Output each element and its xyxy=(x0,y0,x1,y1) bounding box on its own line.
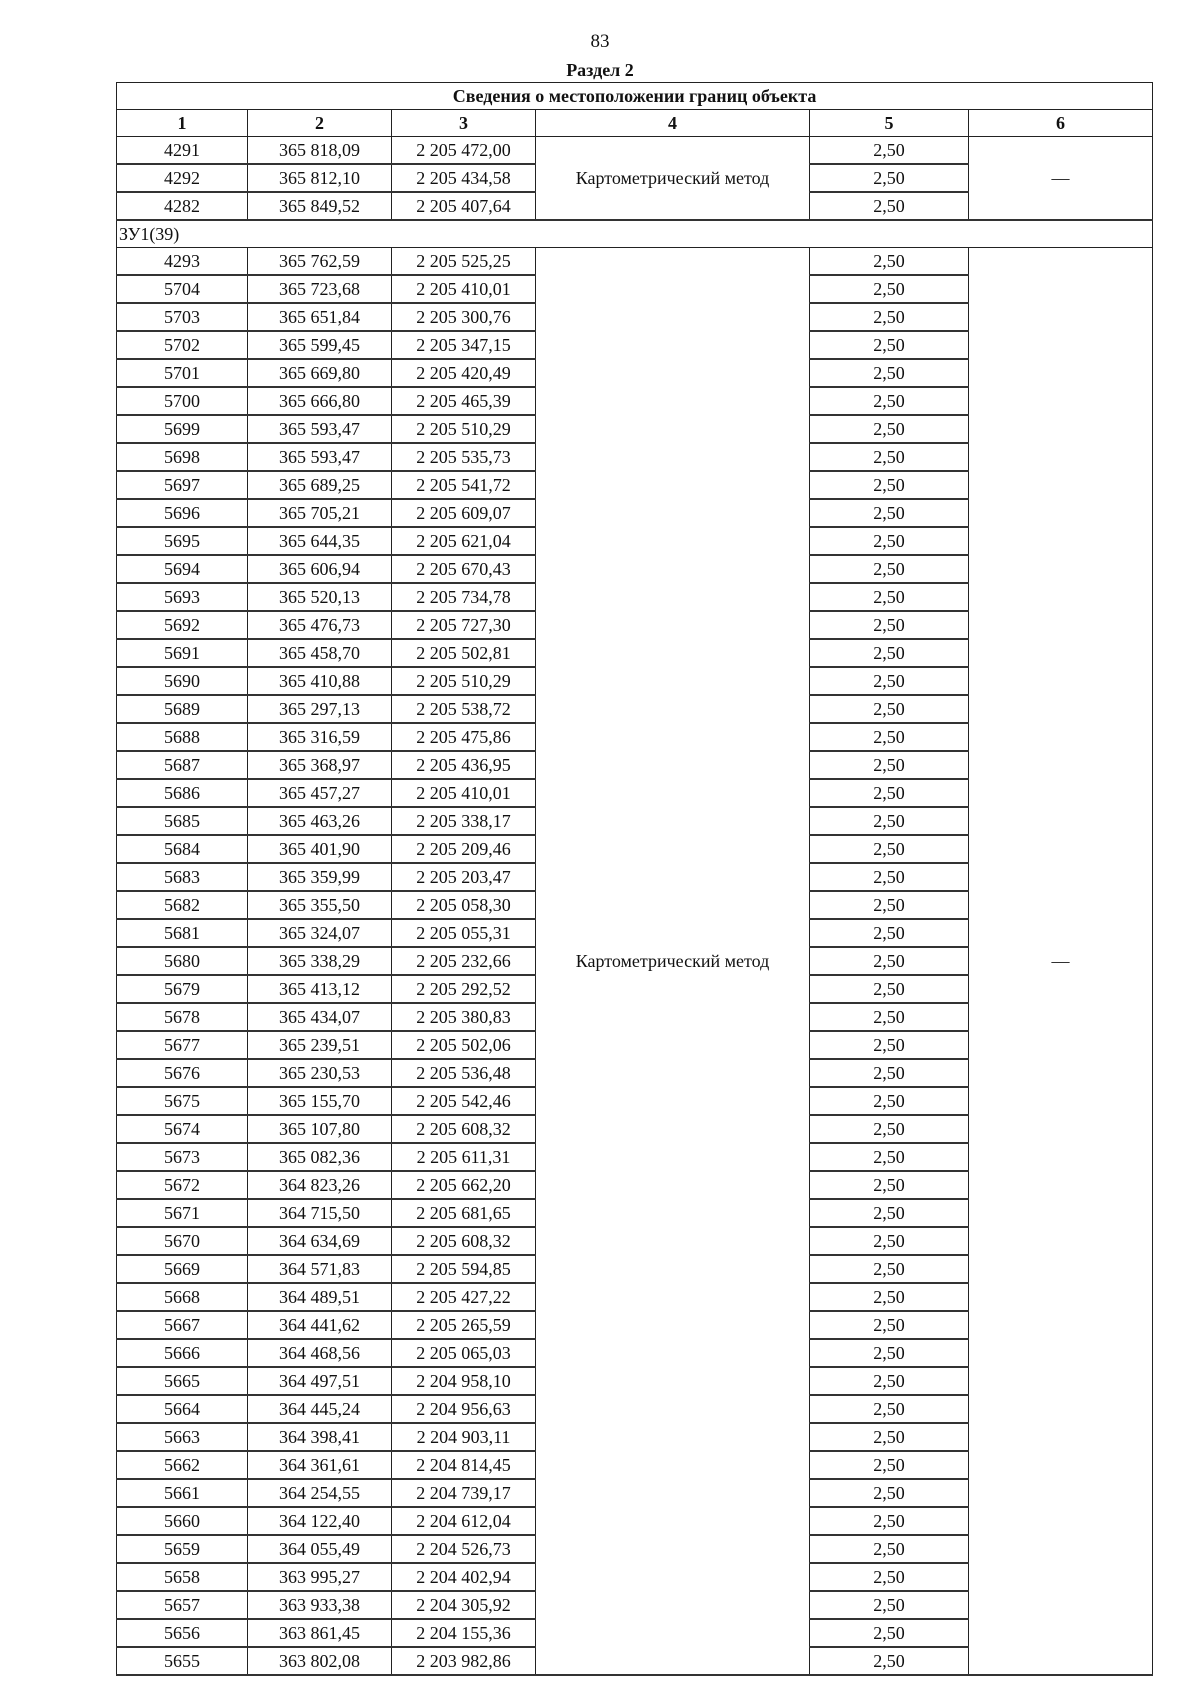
point-number: 5657 xyxy=(117,1591,248,1619)
coordinate-x: 365 458,70 xyxy=(248,639,392,667)
coordinate-x: 365 297,13 xyxy=(248,695,392,723)
coordinate-x: 365 324,07 xyxy=(248,919,392,947)
accuracy-value: 2,50 xyxy=(810,1171,969,1199)
accuracy-value: 2,50 xyxy=(810,583,969,611)
point-number: 5673 xyxy=(117,1143,248,1171)
coordinate-y: 2 205 055,31 xyxy=(392,919,536,947)
coordinate-y: 2 205 300,76 xyxy=(392,303,536,331)
coordinate-x: 365 593,47 xyxy=(248,415,392,443)
point-number: 5681 xyxy=(117,919,248,947)
coordinate-x: 365 669,80 xyxy=(248,359,392,387)
coordinate-y: 2 205 541,72 xyxy=(392,471,536,499)
coordinate-x: 365 413,12 xyxy=(248,975,392,1003)
coordinate-x: 365 401,90 xyxy=(248,835,392,863)
coordinate-y: 2 205 542,46 xyxy=(392,1087,536,1115)
coordinate-y: 2 205 338,17 xyxy=(392,807,536,835)
point-number: 4292 xyxy=(117,164,248,192)
coordinate-x: 364 634,69 xyxy=(248,1227,392,1255)
coordinate-x: 365 476,73 xyxy=(248,611,392,639)
coordinate-y: 2 205 427,22 xyxy=(392,1283,536,1311)
point-number: 5677 xyxy=(117,1031,248,1059)
point-number: 5679 xyxy=(117,975,248,1003)
point-number: 5675 xyxy=(117,1087,248,1115)
coordinate-y: 2 204 958,10 xyxy=(392,1367,536,1395)
accuracy-value: 2,50 xyxy=(810,835,969,863)
coordinate-y: 2 205 209,46 xyxy=(392,835,536,863)
accuracy-value: 2,50 xyxy=(810,1199,969,1227)
accuracy-value: 2,50 xyxy=(810,164,969,192)
coordinate-x: 365 599,45 xyxy=(248,331,392,359)
point-number: 5688 xyxy=(117,723,248,751)
coordinate-y: 2 205 292,52 xyxy=(392,975,536,1003)
coordinate-y: 2 205 681,65 xyxy=(392,1199,536,1227)
coordinate-y: 2 204 526,73 xyxy=(392,1535,536,1563)
coordinate-x: 363 861,45 xyxy=(248,1619,392,1647)
accuracy-value: 2,50 xyxy=(810,1451,969,1479)
col6-cell: — xyxy=(969,137,1153,221)
coordinate-y: 2 205 502,06 xyxy=(392,1031,536,1059)
coordinate-y: 2 205 608,32 xyxy=(392,1115,536,1143)
coordinate-x: 365 849,52 xyxy=(248,192,392,220)
accuracy-value: 2,50 xyxy=(810,1003,969,1031)
coordinate-y: 2 205 609,07 xyxy=(392,499,536,527)
coordinate-x: 365 651,84 xyxy=(248,303,392,331)
coordinate-y: 2 204 402,94 xyxy=(392,1563,536,1591)
accuracy-value: 2,50 xyxy=(810,919,969,947)
point-number: 5665 xyxy=(117,1367,248,1395)
accuracy-value: 2,50 xyxy=(810,555,969,583)
coordinate-y: 2 205 502,81 xyxy=(392,639,536,667)
accuracy-value: 2,50 xyxy=(810,1619,969,1647)
coordinate-x: 364 361,61 xyxy=(248,1451,392,1479)
accuracy-value: 2,50 xyxy=(810,471,969,499)
point-number: 5668 xyxy=(117,1283,248,1311)
column-number: 4 xyxy=(536,110,810,137)
coordinate-y: 2 205 203,47 xyxy=(392,863,536,891)
accuracy-value: 2,50 xyxy=(810,891,969,919)
accuracy-value: 2,50 xyxy=(810,248,969,276)
coordinate-y: 2 205 436,95 xyxy=(392,751,536,779)
coordinate-x: 364 571,83 xyxy=(248,1255,392,1283)
coordinate-y: 2 205 410,01 xyxy=(392,779,536,807)
coordinate-y: 2 204 956,63 xyxy=(392,1395,536,1423)
coordinate-x: 364 055,49 xyxy=(248,1535,392,1563)
accuracy-value: 2,50 xyxy=(810,415,969,443)
accuracy-value: 2,50 xyxy=(810,1395,969,1423)
coordinate-x: 364 398,41 xyxy=(248,1423,392,1451)
accuracy-value: 2,50 xyxy=(810,387,969,415)
coordinate-y: 2 204 612,04 xyxy=(392,1507,536,1535)
point-number: 5689 xyxy=(117,695,248,723)
coordinate-x: 365 457,27 xyxy=(248,779,392,807)
coordinate-y: 2 204 814,45 xyxy=(392,1451,536,1479)
accuracy-value: 2,50 xyxy=(810,779,969,807)
accuracy-value: 2,50 xyxy=(810,807,969,835)
coordinate-x: 365 107,80 xyxy=(248,1115,392,1143)
accuracy-value: 2,50 xyxy=(810,527,969,555)
accuracy-value: 2,50 xyxy=(810,1647,969,1675)
coordinate-y: 2 205 662,20 xyxy=(392,1171,536,1199)
point-number: 5672 xyxy=(117,1171,248,1199)
coordinate-y: 2 205 434,58 xyxy=(392,164,536,192)
point-number: 5702 xyxy=(117,331,248,359)
column-number: 6 xyxy=(969,110,1153,137)
accuracy-value: 2,50 xyxy=(810,303,969,331)
coordinate-x: 365 723,68 xyxy=(248,275,392,303)
coordinate-y: 2 205 465,39 xyxy=(392,387,536,415)
accuracy-value: 2,50 xyxy=(810,639,969,667)
coordinate-x: 363 802,08 xyxy=(248,1647,392,1675)
coordinate-y: 2 205 594,85 xyxy=(392,1255,536,1283)
accuracy-value: 2,50 xyxy=(810,667,969,695)
accuracy-value: 2,50 xyxy=(810,1115,969,1143)
point-number: 5659 xyxy=(117,1535,248,1563)
accuracy-value: 2,50 xyxy=(810,1031,969,1059)
coordinate-x: 364 489,51 xyxy=(248,1283,392,1311)
group-label: ЗУ1(39) xyxy=(117,220,1153,248)
point-number: 5667 xyxy=(117,1311,248,1339)
coordinate-y: 2 205 621,04 xyxy=(392,527,536,555)
coordinate-y: 2 205 727,30 xyxy=(392,611,536,639)
coordinate-x: 365 666,80 xyxy=(248,387,392,415)
coordinate-x: 365 689,25 xyxy=(248,471,392,499)
accuracy-value: 2,50 xyxy=(810,275,969,303)
coordinate-y: 2 205 475,86 xyxy=(392,723,536,751)
point-number: 5666 xyxy=(117,1339,248,1367)
point-number: 5695 xyxy=(117,527,248,555)
accuracy-value: 2,50 xyxy=(810,443,969,471)
column-number: 1 xyxy=(117,110,248,137)
coordinate-y: 2 205 510,29 xyxy=(392,667,536,695)
coordinate-x: 364 715,50 xyxy=(248,1199,392,1227)
point-number: 5704 xyxy=(117,275,248,303)
coordinate-x: 365 463,26 xyxy=(248,807,392,835)
group2-body xyxy=(117,220,1153,1675)
accuracy-value: 2,50 xyxy=(810,1143,969,1171)
accuracy-value: 2,50 xyxy=(810,947,969,975)
coordinate-y: 2 205 535,73 xyxy=(392,443,536,471)
coordinate-x: 364 441,62 xyxy=(248,1311,392,1339)
coordinate-x: 365 434,07 xyxy=(248,1003,392,1031)
point-number: 5694 xyxy=(117,555,248,583)
group-label-row xyxy=(117,220,1153,248)
coordinate-x: 364 122,40 xyxy=(248,1507,392,1535)
coordinate-x: 365 338,29 xyxy=(248,947,392,975)
coordinate-y: 2 205 347,15 xyxy=(392,331,536,359)
col6-cell: — xyxy=(969,248,1153,1676)
point-number: 4282 xyxy=(117,192,248,220)
coordinate-y: 2 204 739,17 xyxy=(392,1479,536,1507)
accuracy-value: 2,50 xyxy=(810,751,969,779)
point-number: 5678 xyxy=(117,1003,248,1031)
point-number: 5660 xyxy=(117,1507,248,1535)
point-number: 5680 xyxy=(117,947,248,975)
accuracy-value: 2,50 xyxy=(810,1339,969,1367)
point-number: 5700 xyxy=(117,387,248,415)
accuracy-value: 2,50 xyxy=(810,137,969,165)
point-number: 5671 xyxy=(117,1199,248,1227)
point-number: 5696 xyxy=(117,499,248,527)
point-number: 5690 xyxy=(117,667,248,695)
coordinate-x: 365 644,35 xyxy=(248,527,392,555)
point-number: 5698 xyxy=(117,443,248,471)
page-number: 83 xyxy=(590,31,610,52)
coordinate-x: 365 762,59 xyxy=(248,248,392,276)
point-number: 5703 xyxy=(117,303,248,331)
coordinate-x: 364 497,51 xyxy=(248,1367,392,1395)
method-cell: Картометрический метод xyxy=(536,137,810,221)
coordinate-x: 365 818,09 xyxy=(248,137,392,165)
accuracy-value: 2,50 xyxy=(810,1311,969,1339)
point-number: 5682 xyxy=(117,891,248,919)
accuracy-value: 2,50 xyxy=(810,359,969,387)
point-number: 5676 xyxy=(117,1059,248,1087)
accuracy-value: 2,50 xyxy=(810,1283,969,1311)
accuracy-value: 2,50 xyxy=(810,1423,969,1451)
point-number: 5670 xyxy=(117,1227,248,1255)
point-number: 5701 xyxy=(117,359,248,387)
coordinate-x: 365 606,94 xyxy=(248,555,392,583)
point-number: 5656 xyxy=(117,1619,248,1647)
point-number: 5661 xyxy=(117,1479,248,1507)
point-number: 5693 xyxy=(117,583,248,611)
accuracy-value: 2,50 xyxy=(810,1563,969,1591)
point-number: 5662 xyxy=(117,1451,248,1479)
accuracy-value: 2,50 xyxy=(810,1227,969,1255)
accuracy-value: 2,50 xyxy=(810,1591,969,1619)
coordinate-y: 2 205 407,64 xyxy=(392,192,536,220)
coordinate-x: 365 368,97 xyxy=(248,751,392,779)
coordinate-x: 365 239,51 xyxy=(248,1031,392,1059)
coordinate-y: 2 205 420,49 xyxy=(392,359,536,387)
coordinate-x: 364 823,26 xyxy=(248,1171,392,1199)
coordinate-y: 2 205 536,48 xyxy=(392,1059,536,1087)
coordinate-y: 2 205 670,43 xyxy=(392,555,536,583)
coordinate-x: 363 995,27 xyxy=(248,1563,392,1591)
point-number: 5683 xyxy=(117,863,248,891)
boundary-table xyxy=(116,82,1153,1676)
accuracy-value: 2,50 xyxy=(810,1255,969,1283)
coordinate-y: 2 204 903,11 xyxy=(392,1423,536,1451)
accuracy-value: 2,50 xyxy=(810,1059,969,1087)
coordinate-x: 365 520,13 xyxy=(248,583,392,611)
section-title: Раздел 2 xyxy=(566,60,634,80)
accuracy-value: 2,50 xyxy=(810,975,969,1003)
coordinate-x: 365 705,21 xyxy=(248,499,392,527)
point-number: 5697 xyxy=(117,471,248,499)
point-number: 5686 xyxy=(117,779,248,807)
point-number: 5685 xyxy=(117,807,248,835)
coordinate-x: 365 082,36 xyxy=(248,1143,392,1171)
coordinate-x: 365 410,88 xyxy=(248,667,392,695)
table-row xyxy=(117,248,1153,276)
method-cell: Картометрический метод xyxy=(536,248,810,1676)
point-number: 5669 xyxy=(117,1255,248,1283)
accuracy-value: 2,50 xyxy=(810,331,969,359)
coordinate-y: 2 205 058,30 xyxy=(392,891,536,919)
accuracy-value: 2,50 xyxy=(810,695,969,723)
coordinate-x: 365 230,53 xyxy=(248,1059,392,1087)
table-caption: Сведения о местоположении границ объекта xyxy=(117,83,1153,110)
point-number: 4293 xyxy=(117,248,248,276)
accuracy-value: 2,50 xyxy=(810,499,969,527)
column-number: 5 xyxy=(810,110,969,137)
coordinate-y: 2 205 065,03 xyxy=(392,1339,536,1367)
coordinate-x: 365 812,10 xyxy=(248,164,392,192)
group1-body xyxy=(117,137,1153,221)
coordinate-y: 2 205 608,32 xyxy=(392,1227,536,1255)
coordinate-y: 2 205 232,66 xyxy=(392,947,536,975)
point-number: 5692 xyxy=(117,611,248,639)
point-number: 5684 xyxy=(117,835,248,863)
coordinate-x: 363 933,38 xyxy=(248,1591,392,1619)
coordinate-y: 2 205 510,29 xyxy=(392,415,536,443)
coordinate-y: 2 205 611,31 xyxy=(392,1143,536,1171)
table-row xyxy=(117,137,1153,165)
point-number: 5691 xyxy=(117,639,248,667)
point-number: 5663 xyxy=(117,1423,248,1451)
coordinate-y: 2 205 538,72 xyxy=(392,695,536,723)
coordinate-y: 2 205 472,00 xyxy=(392,137,536,165)
coordinate-y: 2 204 155,36 xyxy=(392,1619,536,1647)
accuracy-value: 2,50 xyxy=(810,1087,969,1115)
column-number: 2 xyxy=(248,110,392,137)
coordinate-x: 364 445,24 xyxy=(248,1395,392,1423)
coordinate-y: 2 205 410,01 xyxy=(392,275,536,303)
point-number: 4291 xyxy=(117,137,248,165)
accuracy-value: 2,50 xyxy=(810,1535,969,1563)
coordinate-x: 365 316,59 xyxy=(248,723,392,751)
coordinate-x: 365 355,50 xyxy=(248,891,392,919)
point-number: 5658 xyxy=(117,1563,248,1591)
coordinate-y: 2 205 525,25 xyxy=(392,248,536,276)
accuracy-value: 2,50 xyxy=(810,723,969,751)
coordinate-y: 2 205 734,78 xyxy=(392,583,536,611)
accuracy-value: 2,50 xyxy=(810,1479,969,1507)
coordinate-y: 2 204 305,92 xyxy=(392,1591,536,1619)
coordinate-x: 364 468,56 xyxy=(248,1339,392,1367)
coordinate-y: 2 203 982,86 xyxy=(392,1647,536,1675)
point-number: 5674 xyxy=(117,1115,248,1143)
coordinate-x: 365 593,47 xyxy=(248,443,392,471)
column-number: 3 xyxy=(392,110,536,137)
point-number: 5664 xyxy=(117,1395,248,1423)
point-number: 5655 xyxy=(117,1647,248,1675)
accuracy-value: 2,50 xyxy=(810,1367,969,1395)
point-number: 5699 xyxy=(117,415,248,443)
accuracy-value: 2,50 xyxy=(810,1507,969,1535)
column-number-row xyxy=(117,110,1153,137)
coordinate-y: 2 205 265,59 xyxy=(392,1311,536,1339)
accuracy-value: 2,50 xyxy=(810,192,969,220)
coordinate-x: 365 359,99 xyxy=(248,863,392,891)
coordinate-x: 364 254,55 xyxy=(248,1479,392,1507)
coordinate-y: 2 205 380,83 xyxy=(392,1003,536,1031)
coordinate-x: 365 155,70 xyxy=(248,1087,392,1115)
accuracy-value: 2,50 xyxy=(810,611,969,639)
point-number: 5687 xyxy=(117,751,248,779)
accuracy-value: 2,50 xyxy=(810,863,969,891)
